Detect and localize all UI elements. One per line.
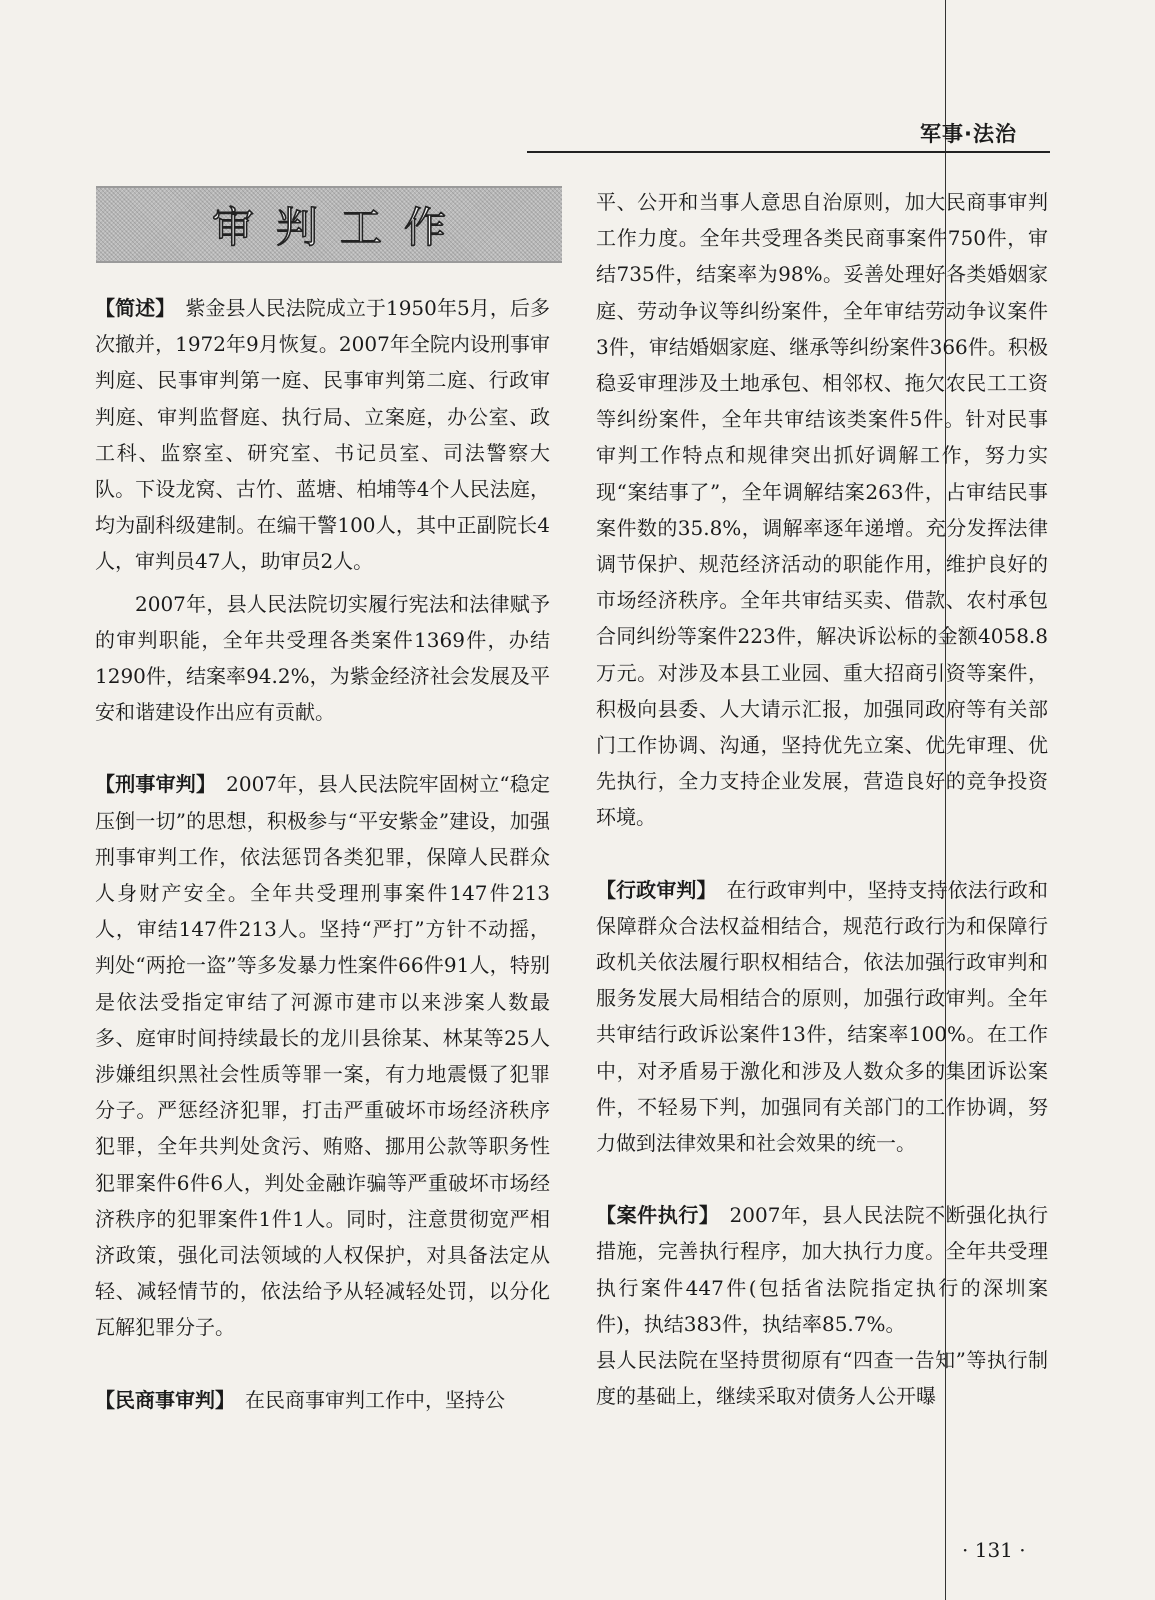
left-column <box>95 290 550 1418</box>
administrative-trial-heading: 【行政审判】 <box>596 877 717 902</box>
paragraph-civil-trial-cont: 平、公开和当事人意思自治原则，加大民商事审判工作力度。全年共受理各类民商事案件750件，审结735件，结案率为98%。妥善处理好各类婚姻家庭、劳动争议等纠纷案件，全年审结劳动争议案件3件，审结婚姻家庭、继承等纠纷案件366件。积极稳妥审理涉及土地承包、相邻权、拖欠农民工工资等纠纷案件，全年共审结该类案件5件。针对民事审判工作特点和规律突出抓好调解工作，努力实现“案结事了”，全年调解结案263件，占审结民事案件数的35.8%，调解率逐年递增。充分发挥法律调节保护、规范经济活动的职能作用，维护良好的市场经济秩序。全年共审结买卖、借款、农村承包合同纠纷等案件223件，解决诉讼标的金额4058.8万元。对涉及本县工业园、重大招商引资等案件，积极向县委、人大请示汇报，加强同政府等有关部门工作协调、沟通，坚持优先立案、优先审理、优先执行，全力支持企业发展，营造良好的竞争投资环境。 <box>596 190 1048 830</box>
overview-heading: 【简述】 <box>95 296 176 320</box>
paragraph-case-execution-cont: 县人民法院在坚持贯彻原有“四查一告知”等执行制度的基础上，继续采取对债务人公开曝 <box>596 1348 1048 1409</box>
civil-trial-text-start: 在民商事审判工作中，坚持公 <box>245 1387 505 1412</box>
case-execution-heading: 【案件执行】 <box>596 1203 720 1228</box>
paragraph-criminal-trial <box>95 766 550 1345</box>
administrative-trial-text: 在行政审判中，坚持支持依法行政和保障群众合法权益相结合，规范行政行为和保障行政机关依法履行职权相结合，依法加强行政审判和服务发展大局相结合的原则，加强行政审判。全年共审结行政诉讼案件13件，结案率100%。在工作中，对矛盾易于激化和涉及人数众多的集团诉讼案件，不轻易下判，加强同有关部门的工作协调，努力做到法律效果和社会效果的统一。 <box>596 877 1049 1156</box>
case-execution-text: 2007年，县人民法院不断强化执行措施，完善执行程序，加大执行力度。全年共受理执行案件447件(包括省法院指定执行的深圳案件)，执结383件，执结率85.7%。 <box>596 1203 1049 1336</box>
page-number: · 131 · <box>962 1538 1026 1562</box>
overview-text: 紫金县人民法院成立于1950年5月，后多次撤并，1972年9月恢复。2007年全院内设刑事审判庭、民事审判第一庭、民事审判第二庭、行政审判庭、审判监督庭、执行局、立案庭，办公室、政工科、监察室、研究室、书记员室、司法警察大队。下设龙窝、古竹、蓝塘、柏埔等4个人民法庭，均为副科级建制。在编干警100人，其中正副院长4人，审判员47人，助审员2人。 <box>95 296 551 574</box>
criminal-trial-heading: 【刑事审判】 <box>95 772 217 797</box>
paragraph-civil-trial-start <box>95 1382 550 1418</box>
right-column <box>596 184 1048 1415</box>
civil-trial-heading: 【民商事审判】 <box>95 1387 235 1412</box>
paragraph-administrative-trial <box>596 872 1048 1162</box>
paragraph-overview <box>95 290 550 580</box>
section-title-banner <box>96 186 562 263</box>
section-header-label: 军事·法治 <box>920 122 1017 146</box>
criminal-trial-text: 2007年，县人民法院牢固树立“稳定压倒一切”的思想，积极参与“平安紫金”建设，加强刑事审判工作，依法惩罚各类犯罪，保障人民群众人身财产安全。全年共受理刑事案件147件213人，审结147件213人。坚持“严打”方针不动摇，判处“两抢一盗”等多发暴力性案件66件91人，特别是依法受指定审结了河源市建市以来涉案人数最多、庭审时间持续最长的龙川县徐某、林某等25人涉嫌组织黑社会性质等罪一案，有力地震慑了犯罪分子。严惩经济犯罪，打击严重破坏市场经济秩序犯罪，全年共判处贪污、贿赂、挪用公款等职务性犯罪案件6件6人，判处金融诈骗等严重破坏市场经济秩序的犯罪案件1件1人。同时，注意贯彻宽严相济政策，强化司法领域的人权保护，对具备法定从轻、减轻情节的，依法给予从轻减轻处罚，以分化瓦解犯罪分子。 <box>95 772 551 1340</box>
section-title: 审判工作 <box>211 202 468 252</box>
paragraph-summary-2007: 2007年，县人民法院切实履行宪法和法律赋予的审判职能，全年共受理各类案件1369件，办结1290件，结案率94.2%，为紫金经济社会发展及平安和谐建设作出应有贡献。 <box>95 591 550 725</box>
header-rule <box>527 151 1050 153</box>
paragraph-case-execution <box>596 1197 1048 1342</box>
